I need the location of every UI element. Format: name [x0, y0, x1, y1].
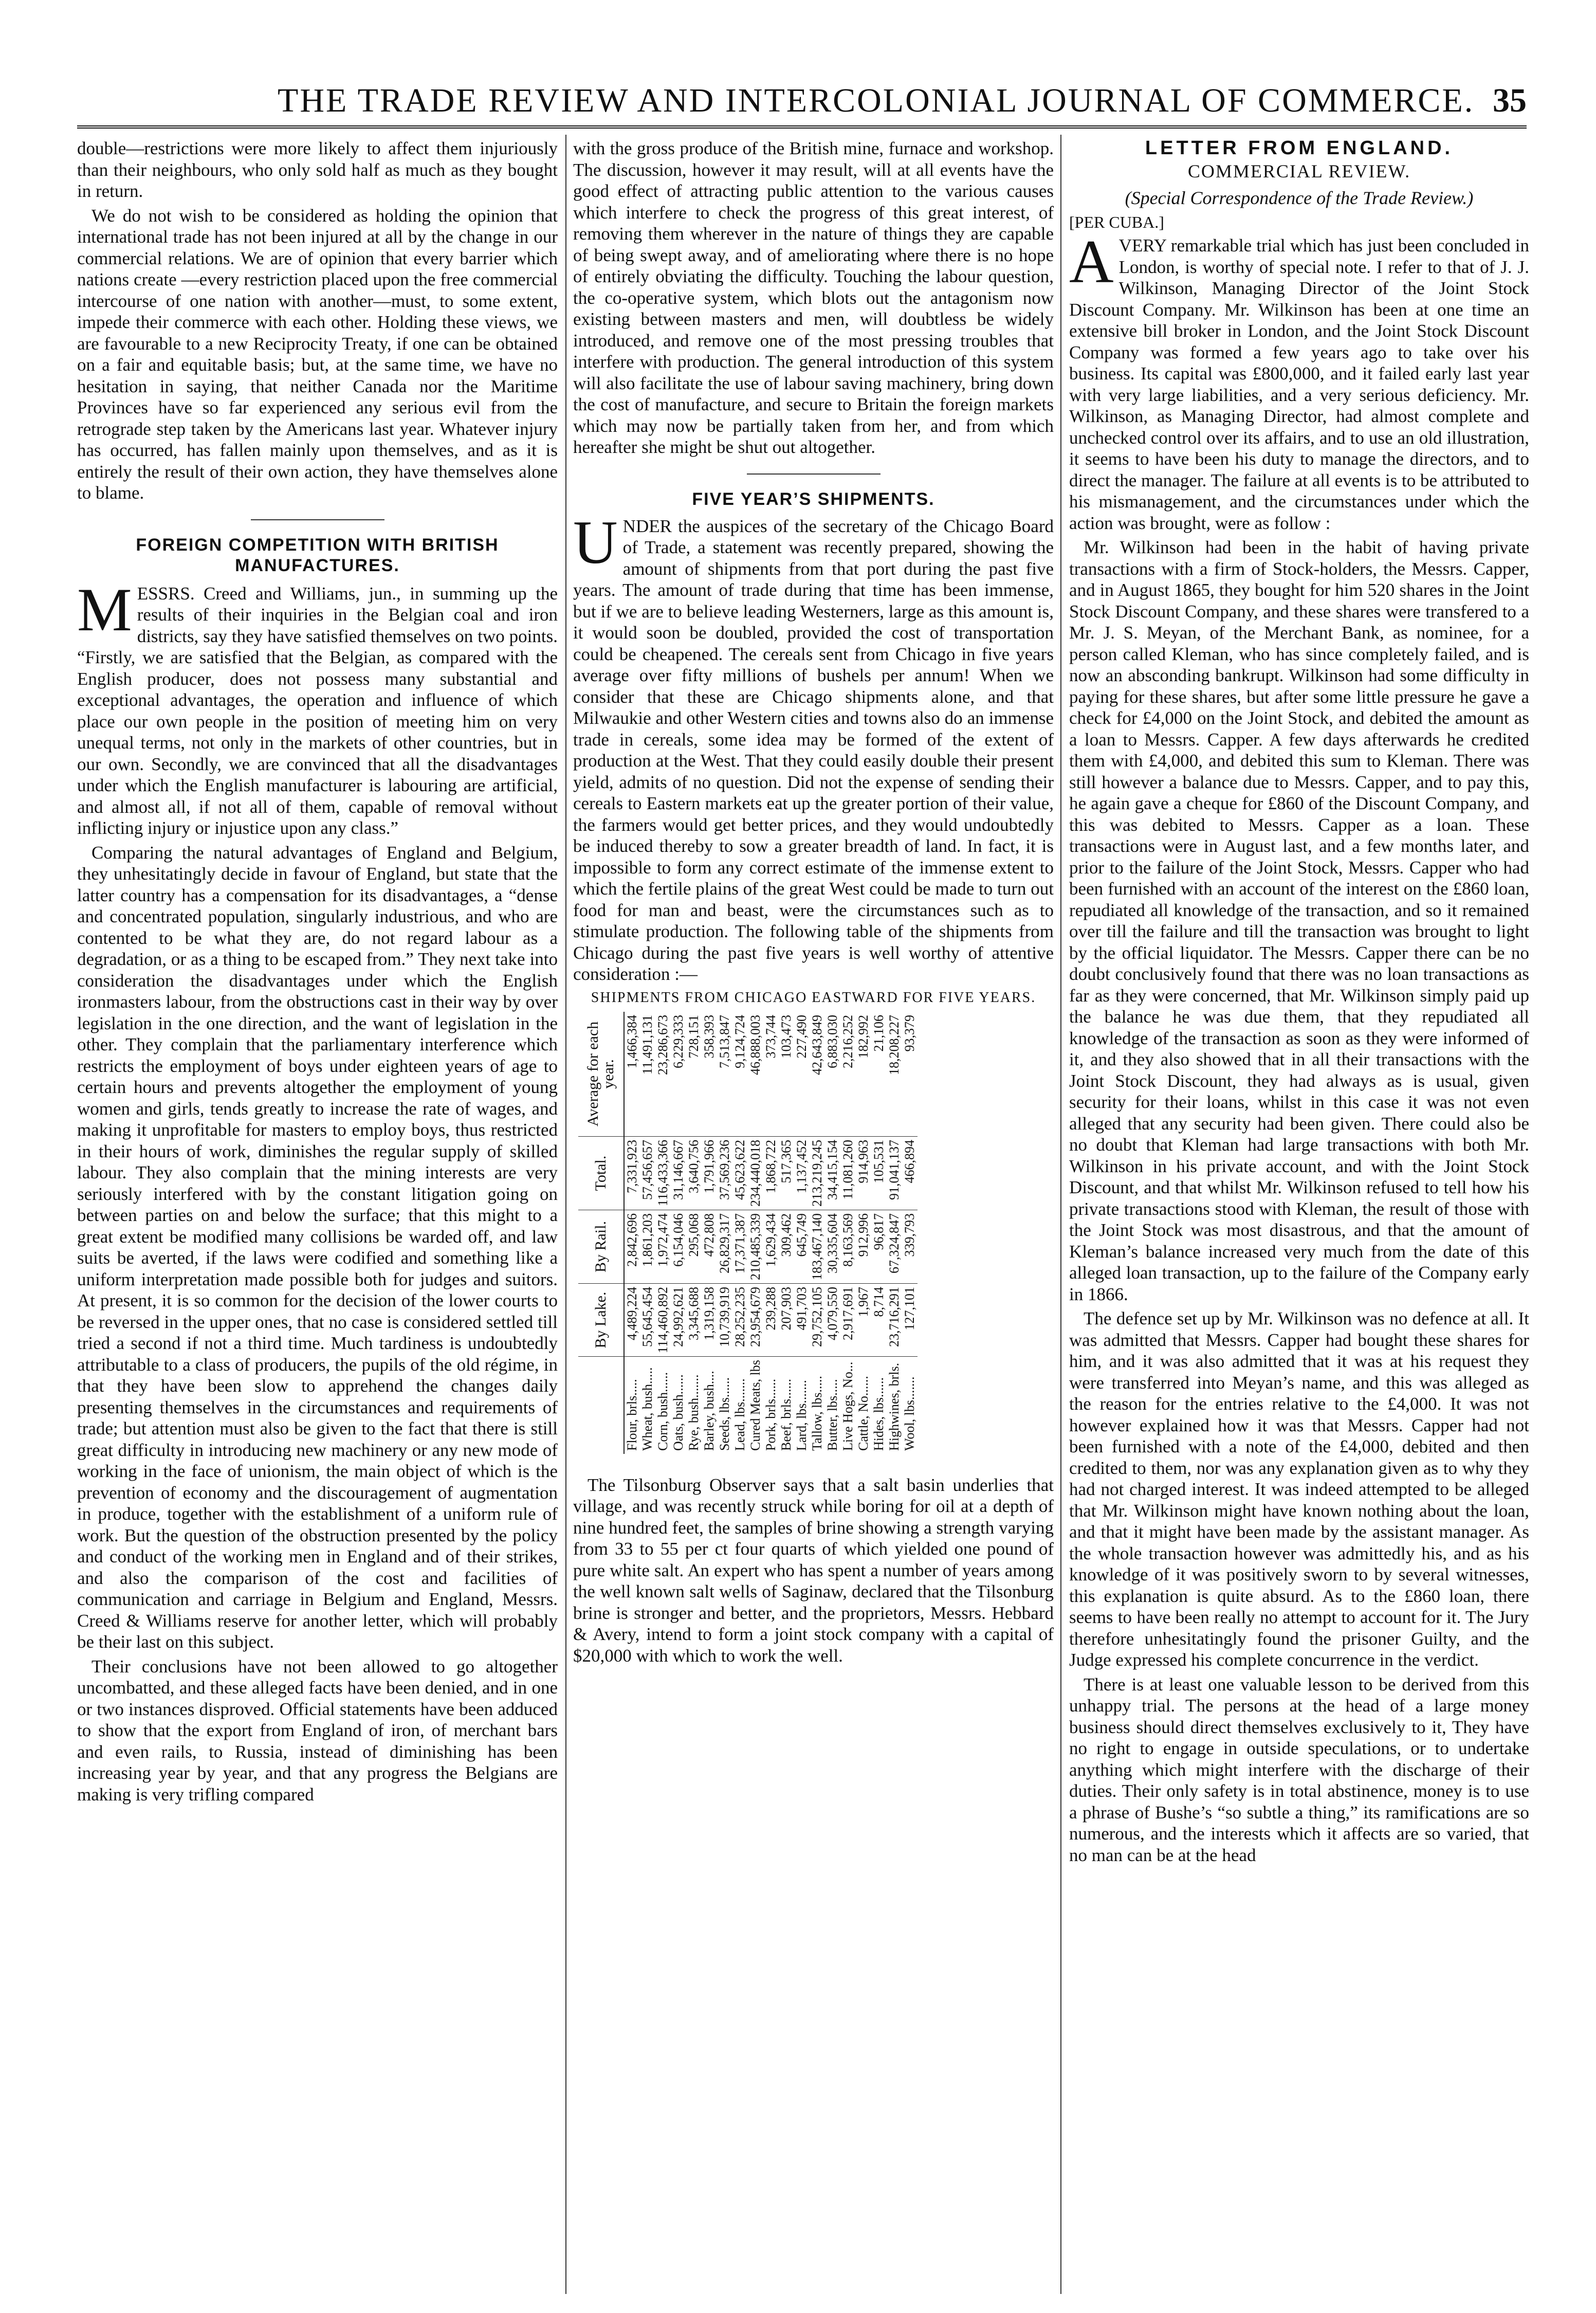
article-continuation: with the gross produce of the British mine, furnace and workshop. The discussion, however it may result, will at all events have the good effect of attracting public attention to the various causes which interfere to check the progress of this great interest, of removing them wherever in the nature of things they are capable of being swept away, and of ameliorating where there is no hope of entirely obviating the difficulty. Touching the labour question, the co-operative system, which blots out the antagonism now existing between masters and men, will doubtless be widely introduced, and remove one of the most pressing troubles that interfere with production. The general introduction of this system will also facilitate the use of labour saving machinery, bring down the cost of manufacture, and secure to Britain the foreign markets which may now be partially taken from her, and from which hereafter she might be shut out altogether.: [573, 138, 1054, 457]
table-row: [887, 1012, 902, 1454]
table-column-header: By Lake.: [578, 1283, 624, 1356]
table-cell: 8,163,569: [840, 1210, 856, 1283]
table-header-row: [578, 1012, 624, 1454]
table-cell: 517,365: [779, 1136, 794, 1210]
table-row: [794, 1012, 810, 1454]
table-row: [810, 1012, 825, 1454]
column-divider: [565, 135, 566, 2294]
drop-cap: U: [573, 507, 618, 576]
paragraph: We do not wish to be considered as holding the opinion that international trade has not been injured at all by the change in our commercial relations. We are of opinion that every barrier which nations create —every restriction placed upon the free commercial intercourse of one nation with another—must, to some extent, impede their commerce with each other. Holding these views, we are favourable to a new Reciprocity Treaty, if one can be obtained on a fair and equitable basis; but, at the same time, we have no hesitation in saying, that neither Canada nor the Maritime Provinces have so far experienced any serious evil from the retrograde step taken by the Americans last year. Whatever injury has occurred, has fallen mainly upon themselves, and as it is entirely the result of their own action, they have themselves alone to blame.: [77, 205, 558, 503]
table-cell: 21,106: [871, 1012, 887, 1137]
table-row: [748, 1012, 763, 1454]
table-row: [902, 1012, 918, 1454]
table-cell: 37,569,236: [717, 1136, 732, 1210]
table-cell: 645,749: [794, 1210, 810, 1283]
column-2: [573, 138, 1054, 2292]
table-cell: 1,466,384: [624, 1012, 640, 1137]
table-row-label: Wheat, bush.....: [640, 1367, 655, 1451]
table-cell: 182,992: [856, 1012, 871, 1137]
table-cell: 6,154,046: [671, 1210, 686, 1283]
drop-cap: A: [1069, 227, 1114, 296]
table-cell: 6,883,030: [825, 1012, 840, 1137]
table-row-label: Seeds, lbs......: [717, 1377, 732, 1451]
table-column-header: Total.: [578, 1136, 624, 1210]
table-column-header: Average for each year.: [578, 1012, 624, 1137]
table-cell: 23,286,673: [655, 1012, 671, 1137]
table-row-label: Beef, brls......: [779, 1378, 794, 1451]
table-cell: 57,456,657: [640, 1136, 655, 1210]
table-cell: 1,868,722: [763, 1136, 779, 1210]
table-row-label: Lead, lbs.......: [732, 1378, 747, 1451]
table-cell: 1,629,434: [763, 1210, 779, 1283]
article-separator: [251, 519, 384, 520]
table-cell: 103,473: [779, 1012, 794, 1137]
table-cell: 295,068: [686, 1210, 702, 1283]
article-continuation: double—restrictions were more likely to affect them injuriously than their neighbours, who only sold half as much as they bought in return.: [77, 138, 558, 201]
correspondence-line: (Special Correspondence of the Trade Review.): [1125, 188, 1474, 208]
article-subheading: COMMERCIAL REVIEW.: [1187, 161, 1411, 181]
table-cell: 2,216,252: [840, 1012, 856, 1137]
table-row: [624, 1012, 640, 1454]
table-row: [640, 1012, 655, 1454]
table-cell: 23,716,291: [887, 1283, 902, 1356]
table-column-header: By Rail.: [578, 1210, 624, 1283]
table-row-label: Cured Meats, lbs: [748, 1359, 763, 1451]
table-cell: 472,808: [702, 1210, 717, 1283]
table-cell: 1,972,474: [655, 1210, 671, 1283]
table-cell: 912,996: [856, 1210, 871, 1283]
table-cell: 1,967: [856, 1283, 871, 1356]
table-row-label: Pork, brls......: [763, 1378, 778, 1451]
paragraph: VERY remarkable trial which has just been concluded in London, is worthy of special note. I refer to that of J. J. Wilkinson, Managing Director of the Joint Stock Discount Company. Mr. Wilkinson has been at one time an extensive bill broker in London, and the Joint Stock Discount Company was formed a few years ago to take over his business. Its capital was £800,000, and it failed early last year with very large liabilities, and a very serious deficiency. Mr. Wilkinson, as Managing Director, had almost complete and unchecked control over its affairs, and to use an old illustration, it seems to have been his duty to manage the directors, and to direct the manager. The failure at all events is to be attributed to his mismanagement, and the circumstances under which the action was brought, were as follow :: [1069, 235, 1529, 533]
table-cell: 339,793: [902, 1210, 918, 1283]
table-cell: 239,288: [763, 1283, 779, 1356]
column-divider: [1060, 135, 1061, 2294]
column-1: [77, 138, 558, 2292]
table-cell: 46,888,003: [748, 1012, 763, 1137]
table-cell: 234,440,018: [748, 1136, 763, 1210]
table-cell: 114,460,892: [655, 1283, 671, 1356]
table-cell: 3,345,688: [686, 1283, 702, 1356]
table-cell: 11,491,131: [640, 1012, 655, 1137]
paragraph: NDER the auspices of the secretary of the Chicago Board of Trade, a statement was recently prepared, showing the amount of shipments from that port during the past five years. The amount of trade during that time has been immense, but if we are to believe leading Westerners, large as this amount is, it would soon be doubled, provided the cost of transportation could be cheapened. The cereals sent from Chicago in five years average over fifty millions of bushels per annum! When we consider that these are Chicago shipments alone, and that Milwaukie and other Western cities and towns also do an immense trade in cereals, some idea may be formed of the extent of production at the West. That they could easily double their present yield, admits of no question. Did not the expense of sending their cereals to Eastern markets eat up the greater portion of their value, the farmers would get better prices, and they would undoubtedly be induced thereby to sow a greater breadth of land. In fact, it is impossible to form any correct estimate of the immense extent to which the fertile plains of the great West could be made to turn out food for man and beast, were the circumstances such as to stimulate production. The following table of the shipments from Chicago during the past five years is well worthy of attentive consideration :—: [573, 516, 1054, 984]
table-cell: 29,752,105: [810, 1283, 825, 1356]
table-cell: 466,894: [902, 1136, 918, 1210]
table-row: [655, 1012, 671, 1454]
table-cell: 227,490: [794, 1012, 810, 1137]
table-cell: 55,645,454: [640, 1283, 655, 1356]
table-row: [779, 1012, 794, 1454]
paragraph-tilsonburg: The Tilsonburg Observer says that a salt basin underlies that village, and was recently struck while boring for oil at a depth of nine hundred feet, the samples of brine showing a strength varying from 33 to 55 per ct four quarts of which yielded one pound of pure white salt. An expert who has spent a number of years among the well known salt wells of Saginaw, declared that the Tilsonburg brine is stronger and better, and the proprietors, Messrs. Hebbard & Avery, intend to form a joint stock company with a capital of $20,000 with which to work the well.: [573, 1474, 1054, 1666]
paragraph: Comparing the natural advantages of England and Belgium, they unhesitatingly decide in favour of England, but state that the latter country has a compensation for its disadvantages, a “dense and concentrated population, singularly industrious, and who are contented to be what they are, do not regard labour as a degradation, or as a thing to be escaped from.” They next take into consideration the disadvantages under which the English ironmasters labour, from the obstructions cast in their way by over legislation in the one direction, and the want of legislation in the other. They complain that the parliamentary interference which restricts the employment of boys under eighteen years of age to certain hours and prevents altogether the employment of young women and girls, tends greatly to increase the rate of wages, and making it unprofitable for masters to employ boys, thus restricted in their hours of work, diminishes the regular supply of skilled labour. They also complain that the mining interests are very seriously interfered with by the constant litigation going on between parties on and below the surface; that this might to a great extent be modified many collisions be warded off, and law suits be averted, if the laws were codified and something like a uniform interpretation made possible both for judges and suitors. At present, it is so common for the decision of the lower courts to be reversed in the upper ones, that no case is considered settled till tried a second if not a third time. Much tardiness is undoubtedly attributable to a class of producers, the pupils of the old régime, in that they have been slow to apprehend the changes daily presenting themselves in the circumstances and requirements of trade; but attention must also be given to the fact that there is still great difficulty in introducing new machinery or any new mode of working in the face of unionism, the main object of which is the prevention of economy and the discouragement of augmentation in produce, together with the establishment of a uniform rule of work. But the question of the obstruction presented by the policy and conduct of the working men in England and of their strikes, and also the comparison of the cost and facilities of communication and carriage in Belgium and England, Messrs. Creed & Williams reserve for another letter, which will probably be their last on this subject.: [77, 842, 558, 1652]
table-cell: 3,640,756: [686, 1136, 702, 1210]
table-cell: 1,791,966: [702, 1136, 717, 1210]
drop-cap: M: [77, 575, 132, 644]
table-row: [871, 1012, 887, 1454]
table-row-label: Lard, lbs.......: [794, 1379, 809, 1451]
table-cell: 1,861,203: [640, 1210, 655, 1283]
column-3: [1069, 138, 1529, 2292]
table-cell: 7,513,847: [717, 1012, 732, 1137]
table-cell: 728,151: [686, 1012, 702, 1137]
table-row-label: Flour, brls.....: [625, 1378, 639, 1451]
table-cell: 4,079,550: [825, 1283, 840, 1356]
table-cell: 11,081,260: [840, 1136, 856, 1210]
paragraph: There is at least one valuable lesson to be derived from this unhappy trial. The persons at the head of a large money business should direct themselves exclusively to it, They have no right to engage in outside speculations, or to undertake anything which might interfere with the discharge of their duties. Their only safety is in total abstinence, money is to use a phrase of Bushe’s “so subtle a thing,” its ramifications are so numerous, and the interests which it affects are so varied, that no man can be at the head: [1069, 1674, 1529, 1865]
table-cell: 91,041,137: [887, 1136, 902, 1210]
table-cell: 373,744: [763, 1012, 779, 1137]
table-cell: 28,252,235: [732, 1283, 748, 1356]
table-row: [732, 1012, 748, 1454]
table-cell: 96,817: [871, 1210, 887, 1283]
table-cell: 1,137,452: [794, 1136, 810, 1210]
table-row-label: Barley, bush....: [702, 1370, 717, 1451]
table-row-label: Highwines, brls.: [887, 1362, 902, 1451]
table-row-label: Oats, bush......: [671, 1374, 686, 1451]
table-cell: 24,992,621: [671, 1283, 686, 1356]
table-cell: 7,331,923: [624, 1136, 640, 1210]
journal-title: THE TRADE REVIEW AND INTERCOLONIAL JOURNAL OF COMMERCE.: [278, 82, 1475, 119]
table-cell: 6,229,333: [671, 1012, 686, 1137]
table-cell: 34,415,154: [825, 1136, 840, 1210]
table-row-label: Cattle, No......: [856, 1375, 871, 1451]
table-column-header: [578, 1356, 624, 1453]
table-cell: 9,124,724: [732, 1012, 748, 1137]
page-number: 35: [1493, 82, 1527, 119]
per-line: [PER CUBA.]: [1069, 213, 1164, 231]
table-row-label: Corn, bush......: [655, 1372, 670, 1451]
paragraph: The defence set up by Mr. Wilkinson was no defence at all. It was admitted that Messrs. Capper had bought these shares for him, and it was also admitted that it was at his request they were transferred into Meyan’s name, and this was alleged as the reason for the entries relative to the £4,000. It was not however explained how it was that Messrs. Capper had not been furnished with a note of the £4,000, debited and then credited to them, nor was any explanation given as to why they had not charged interest. It was indeed attempted to be alleged that Mr. Wilkinson might have known nothing about the loan, and that it might have been made by the assistant manager. As the whole transaction however was admittedly his, and as his knowledge of it was positively sworn to by several witnesses, this explanation is quite absurd. As to the £860 loan, there seems to have been really no attempt to account for it. The Jury therefore unhesitatingly found the prisoner Guilty, and the Judge expressed his complete concurrence in the verdict.: [1069, 1308, 1529, 1670]
article-heading-letter: LETTER FROM ENGLAND.: [1145, 138, 1454, 159]
table-cell: 93,379: [902, 1012, 918, 1137]
table-cell: 31,146,667: [671, 1136, 686, 1210]
table-cell: 17,371,387: [732, 1210, 748, 1283]
table-cell: 213,219,245: [810, 1136, 825, 1210]
table-cell: 210,485,339: [748, 1210, 763, 1283]
table-cell: 2,917,691: [840, 1283, 856, 1356]
table-cell: 4,489,224: [624, 1283, 640, 1356]
table-cell: 183,467,140: [810, 1210, 825, 1283]
shipments-table: [578, 1012, 918, 1454]
table-row-label: Wool, lbs.......: [902, 1376, 917, 1451]
header-rule: [77, 125, 1527, 129]
table-row: [825, 1012, 840, 1454]
table-cell: 207,903: [779, 1283, 794, 1356]
table-cell: 105,531: [871, 1136, 887, 1210]
table-cell: 67,324,847: [887, 1210, 902, 1283]
paragraph: Their conclusions have not been allowed to go altogether uncombatted, and these alleged facts have been denied, and in one or two instances disproved. Official statements have been adduced to show that the export from England of iron, of merchant bars and even rails, to Russia, instead of diminishing has been increasing year by year, and that any progress the Belgians are making is very trifling compared: [77, 1656, 558, 1805]
table-cell: 358,393: [702, 1012, 717, 1137]
table-cell: 309,462: [779, 1210, 794, 1283]
table-cell: 914,963: [856, 1136, 871, 1210]
article-separator: [747, 473, 880, 475]
table-cell: 42,643,849: [810, 1012, 825, 1137]
article-heading-foreign-competition: FOREIGN COMPETITION WITH BRITISH MANUFACTURES.: [136, 535, 499, 575]
table-row-label: Butter, lbs.....: [825, 1378, 840, 1451]
table-cell: 26,829,317: [717, 1210, 732, 1283]
table-cell: 491,703: [794, 1283, 810, 1356]
table-cell: 45,623,622: [732, 1136, 748, 1210]
table-cell: 2,842,696: [624, 1210, 640, 1283]
table-row: [840, 1012, 856, 1454]
table-cell: 116,433,366: [655, 1136, 671, 1210]
table-row: [717, 1012, 732, 1454]
table-cell: 10,739,919: [717, 1283, 732, 1356]
table-cell: 8,714: [871, 1283, 887, 1356]
shipments-table-rotated: [578, 1012, 1041, 1454]
table-row-label: Hides, lbs......: [871, 1377, 886, 1451]
table-row-label: Tallow, lbs.....: [810, 1375, 824, 1451]
table-row-label: Live Hogs, No...: [840, 1361, 855, 1451]
table-caption: SHIPMENTS FROM CHICAGO EASTWARD FOR FIVE YEARS.: [591, 989, 1036, 1006]
table-row: [686, 1012, 702, 1454]
running-head: [77, 77, 1527, 123]
table-row-label: Rye, bush.......: [686, 1374, 701, 1451]
table-cell: 1,319,158: [702, 1283, 717, 1356]
table-cell: 30,335,604: [825, 1210, 840, 1283]
table-cell: 18,208,227: [887, 1012, 902, 1137]
table-cell: 127,101: [902, 1283, 918, 1356]
paragraph: Mr. Wilkinson had been in the habit of having private transactions with a firm of Stock-holders, the Messrs. Capper, and in August 1865, they bought for him 520 shares in the Joint Stock Discount Company, and these shares were transfered to a Mr. J. S. Meyan, of the Merchant Bank, as nominee, for a person called Kleman, who has since completely failed, and is now an absconding bankrupt. Wilkinson had some difficulty in paying for these shares, but after some little pressure he gave a check for £4,000 on the Joint Stock, and debited the amount as a loan to Messrs. Capper. A few days afterwards he credited them with £4,000, and debited this sum to Kleman. There was still however a balance due to Messrs. Capper, and to pay this, he again gave a cheque for £860 of the Discount Company, and this was debited to Messrs. Capper as a loan. These transactions were in August last, and a few months later, and prior to the failure of the Joint Stock, Messrs. Capper who had been furnished with an account of the interest on the £860 loan, repudiated all knowledge of the transaction, and so it remained over till the failure and till the transaction was brought to light by the official liquidator. The Messrs. Capper there can be no doubt conclusively found that there was no loan transactions as far as they were concerned, that Mr. Wilkinson simply paid up the balance he was due them, that they repudiated all knowledge of the transaction as soon as they were informed of it, and they also showed that in all their transactions with the Joint Stock Discount, they had always as is usual, given security for their loans, whilst in this case it was not even alleged that any security had been given. There could also be no doubt that Kleman had large transactions with both Mr. Wilkinson in his private account, and with the Joint Stock Discount, and that whilst Mr. Wilkinson refused to tell how his private transactions stood with Kleman, the result of those with the Joint Stock was most disastrous, and that the amount of Kleman’s balance increased very much from the date of this alleged loan transaction, up to the failure of the Company early in 1866.: [1069, 537, 1529, 1304]
table-row: [763, 1012, 779, 1454]
table-row: [671, 1012, 686, 1454]
table-cell: 23,954,679: [748, 1283, 763, 1356]
table-row: [856, 1012, 871, 1454]
paragraph: ESSRS. Creed and Williams, jun., in summing up the results of their inquiries in the Belgian coal and iron districts, say they have satisfied themselves on two points. “Firstly, we are satisfied that the Belgian, as compared with the English producer, does not possess many substantial and exceptional advantages, the operation and influence of which place our own people in the position of meeting him on very unequal terms, not only in the markets of other countries, but in our own. Secondly, we are convinced that all the disadvantages under which the English manufacturer is labouring are artificial, and almost all, if not all of them, capable of removal without inflicting injury or injustice upon any class.”: [77, 583, 558, 838]
article-heading-shipments: FIVE YEAR’S SHIPMENTS.: [692, 489, 935, 509]
table-row: [702, 1012, 717, 1454]
shipments-table-frame: [578, 1012, 1041, 1459]
